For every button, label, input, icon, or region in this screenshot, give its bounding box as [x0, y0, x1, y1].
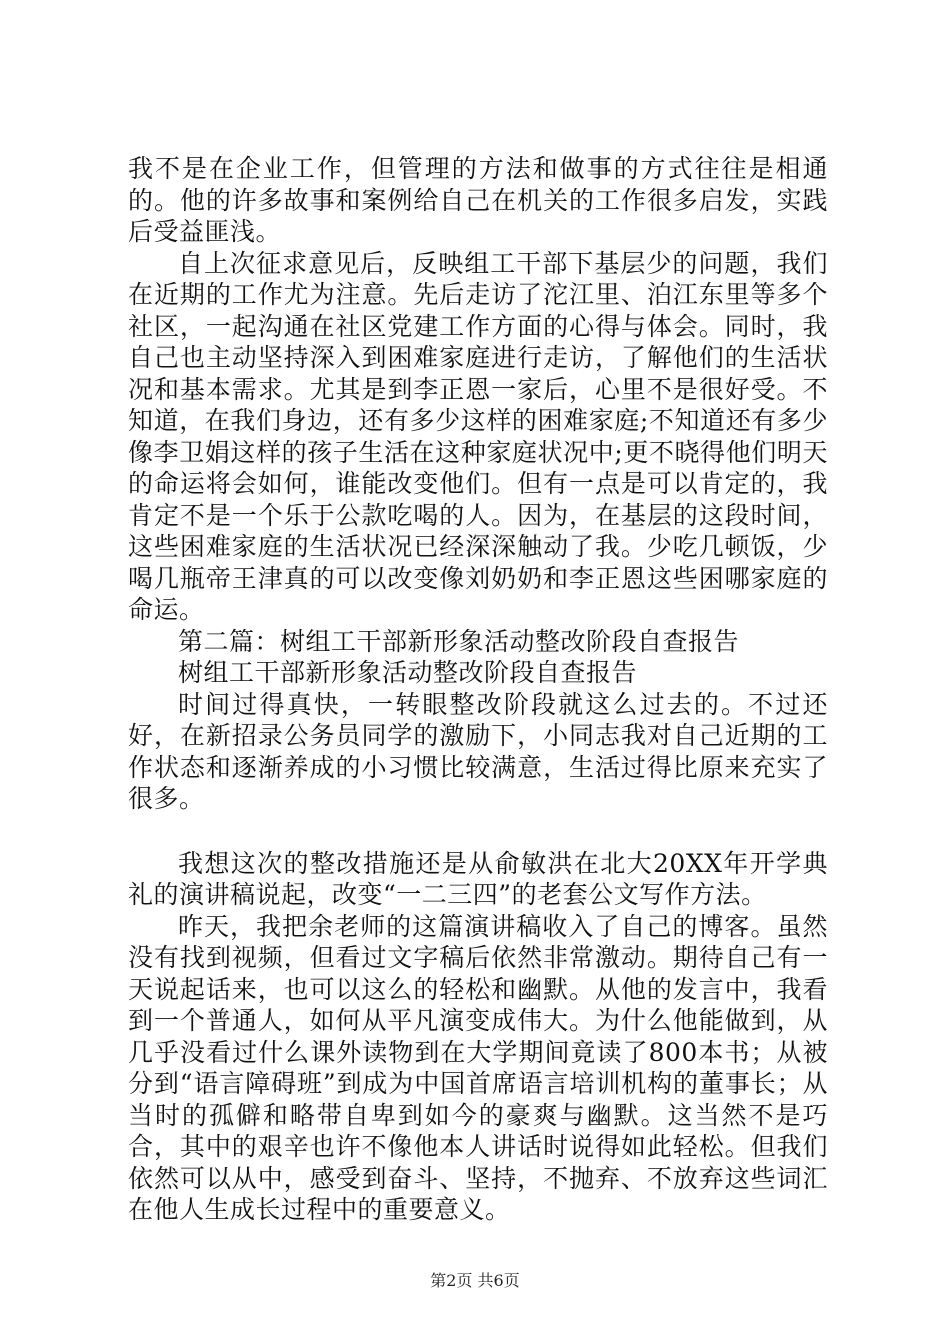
paragraph-speech-reflection: 昨天，我把余老师的这篇演讲稿收入了自己的博客。虽然没有找到视频，但看过文字稿后依然非常激动。期待自己有一天说起话来，也可以这么的轻松和幽默。从他的发言中，我看到一个普通人，如何从平凡演变成伟大。为什么他能做到，从几乎没看过什么课外读物到在大学期间竟读了800本书；从被分到“语言障碍班”到成为中国首席语言培训机构的董事长；从当时的孤僻和略带自卑到如今的豪爽与幽默。这当然不是巧合，其中的艰辛也许不像他本人讲话时说得如此轻松。但我们依然可以从中，感受到奋斗、坚持，不抛弃、不放弃这些词汇在他人生成长过程中的重要意义。	[128, 911, 828, 1224]
paragraph-grassroots-visits: 自上次征求意见后，反映组工干部下基层少的问题，我们在近期的工作尤为注意。先后走访了沱江里、泊江东里等多个社区，一起沟通在社区党建工作方面的心得与体会。同时，我自己也主动坚持深入到困难家庭进行走访，了解他们的生活状况和基本需求。尤其是到李正恩一家后，心里不是很好受。不知道，在我们身边，还有多少这样的困难家庭;不知道还有多少像李卫娟这样的孩子生活在这种家庭状况中;更不晓得他们明天的命运将会如何，谁能改变他们。但有一点是可以肯定的，我肯定不是一个乐于公款吃喝的人。因为，在基层的这段时间，这些困难家庭的生活状况已经深深触动了我。少吃几顿饭，少喝几瓶帝王津真的可以改变像刘奶奶和李正恩这些困哪家庭的命运。	[128, 248, 828, 624]
paragraph-time-flies: 时间过得真快，一转眼整改阶段就这么过去的。不过还好，在新招录公务员同学的激励下，小同志我对自己近期的工作状态和逐渐养成的小习惯比较满意，生活过得比原来充实了很多。	[128, 689, 828, 813]
report-title: 树组工干部新形象活动整改阶段自查报告	[178, 658, 638, 687]
paragraph-rectification-measures: 我想这次的整改措施还是从俞敏洪在北大20XX年开学典礼的演讲稿说起，改变“一二三四”的老套公文写作方法。	[128, 848, 828, 909]
section-heading-part-two: 第二篇：树组工干部新形象活动整改阶段自查报告	[178, 626, 740, 656]
paragraph-continuation: 我不是在企业工作，但管理的方法和做事的方式往往是相通的。他的许多故事和案例给自己在机关的工作很多启发，实践后受益匪浅。	[128, 154, 828, 246]
paragraph-gap	[128, 815, 828, 848]
document-body	[128, 153, 828, 1226]
page-footer: 第2页 共6页	[430, 1271, 520, 1290]
